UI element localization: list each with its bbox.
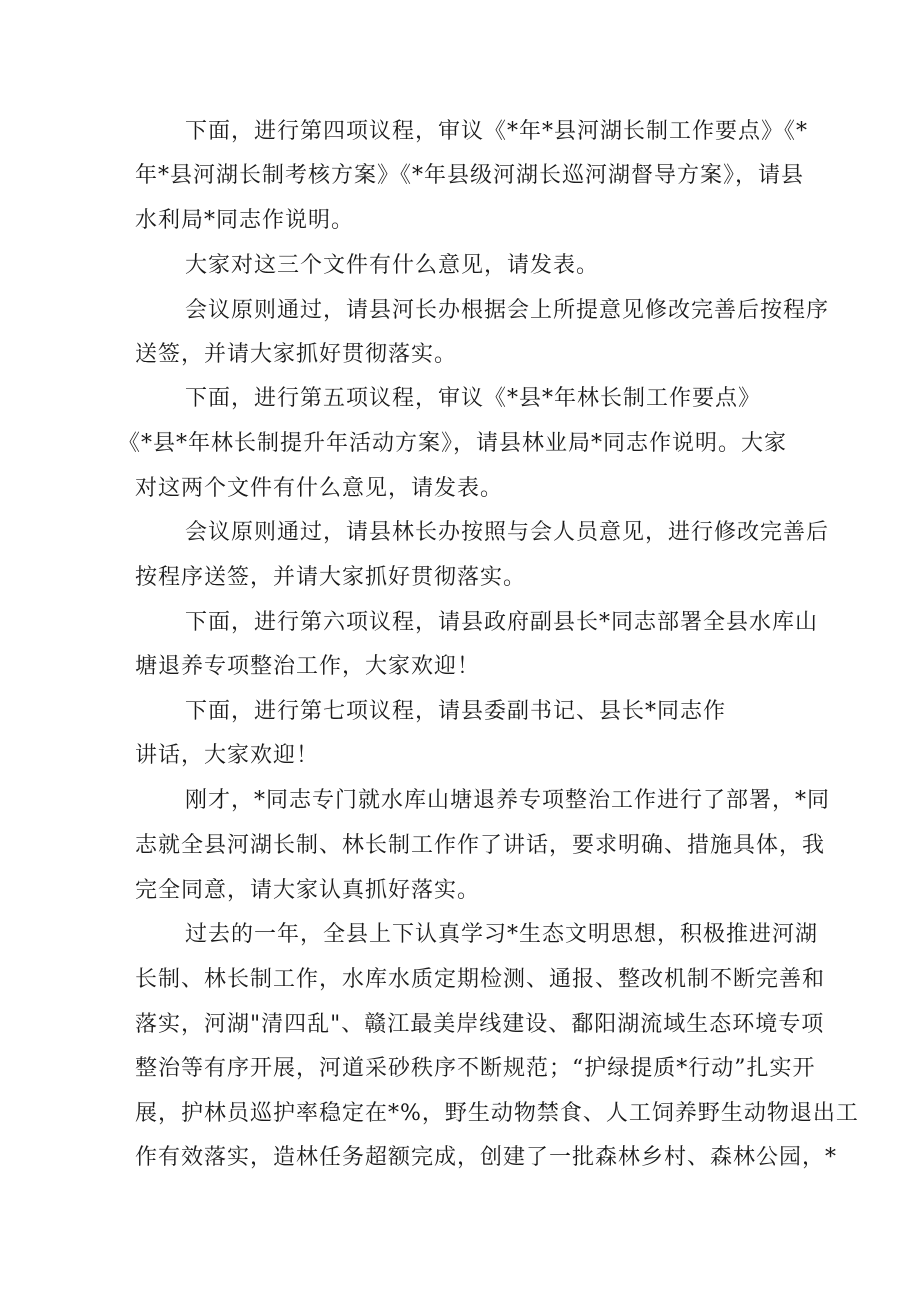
text-line: 志就全县河湖长制、林长制工作作了讲话，要求明确、措施具体，我 [135,833,826,858]
text-line: 完全同意，请大家认真抓好落实。 [135,878,481,903]
text-line: 刚才，*同志专门就水库山塘退养专项整治工作进行了部署，*同 [185,788,831,813]
text-line: 长制、林长制工作，水库水质定期检测、通报、整改机制不断完善和 [135,967,826,992]
text-line: 塘退养专项整治工作，大家欢迎！ [135,654,481,679]
text-line: 会议原则通过，请县河长办根据会上所提意见修改完善后按程序 [185,298,830,323]
text-line: 下面，进行第六项议程，请县政府副县长*同志部署全县水库山 [185,610,819,635]
text-line: 大家对这三个文件有什么意见，请发表。 [185,253,600,278]
text-line: 整治等有序开展，河道采砂秩序不断规范；“护绿提质*行动”扎实开 [135,1056,816,1081]
text-line: 《*县*年林长制提升年活动方案》，请县林业局*同志作说明。大家 [118,431,788,456]
text-line: 下面，进行第四项议程，审议《*年*县河湖长制工作要点》《* [185,119,809,144]
text-line: 水利局*同志作说明。 [135,208,355,233]
text-line: 讲话，大家欢迎！ [135,743,320,768]
text-line: 展，护林员巡护率稳定在*%，野生动物禁食、人工饲养野生动物退出工 [135,1101,859,1126]
text-line: 按程序送签，并请大家抓好贯彻落实。 [135,565,527,590]
text-line: 年*县河湖长制考核方案》《*年县级河湖长巡河湖督导方案》，请县 [135,163,805,188]
text-line: 下面，进行第七项议程，请县委副书记、县长*同志作 [185,699,727,724]
text-line: 下面，进行第五项议程，审议《*县*年林长制工作要点》 [185,386,762,411]
text-line: 送签，并请大家抓好贯彻落实。 [135,342,458,367]
text-line: 对这两个文件有什么意见，请发表。 [135,476,504,501]
text-line: 作有效落实，造林任务超额完成，创建了一批森林乡村、森林公园，* [135,1145,838,1170]
text-line: 落实，河湖"清四乱"、赣江最美岸线建设、鄱阳湖流域生态环境专项 [135,1012,825,1037]
text-line: 过去的一年，全县上下认真学习*生态文明思想，积极推进河湖 [185,922,819,947]
text-line: 会议原则通过，请县林长办按照与会人员意见，进行修改完善后 [185,520,830,545]
